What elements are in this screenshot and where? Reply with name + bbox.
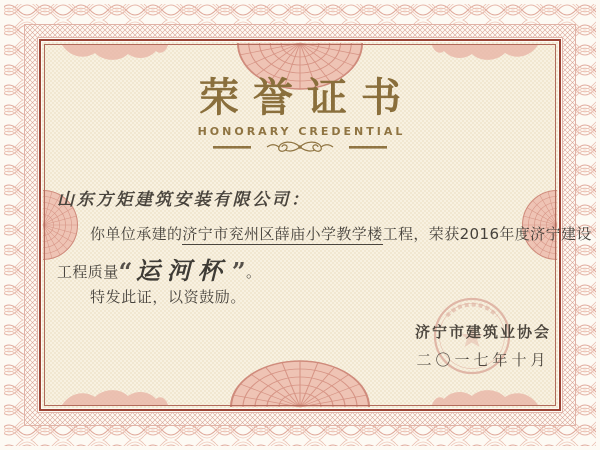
flourish-divider — [0, 139, 600, 159]
award-name: 运河杯 — [135, 256, 229, 285]
certificate-header — [0, 76, 600, 159]
body-line1-prefix: 你单位承建的 — [90, 225, 183, 243]
body-line-2 — [57, 251, 261, 286]
issue-date: 二〇一七年十月 — [416, 351, 550, 369]
body-line2-suffix: 。 — [246, 263, 262, 281]
recipient-name: 山东方矩建筑安装有限公司： — [57, 190, 311, 210]
certificate-subtitle: HONORARY CREDENTIAL — [197, 125, 406, 138]
body-line-3: 特发此证，以资鼓励。 — [90, 288, 247, 306]
body-line1-suffix: 工程，荣获2016年度济宁建设 — [382, 225, 592, 243]
flourish-ornament-icon — [205, 139, 395, 155]
body-line-1 — [57, 223, 592, 244]
body-line2-prefix: 工程质量 — [57, 263, 119, 281]
certificate-title: 荣誉证书 — [199, 74, 415, 121]
open-quote: “ — [118, 257, 133, 286]
close-quote: ” — [231, 257, 247, 286]
issuer-name: 济宁市建筑业协会 — [414, 323, 551, 341]
project-name-underlined: 济宁市兖州区薛庙小学教学楼 — [182, 225, 383, 243]
